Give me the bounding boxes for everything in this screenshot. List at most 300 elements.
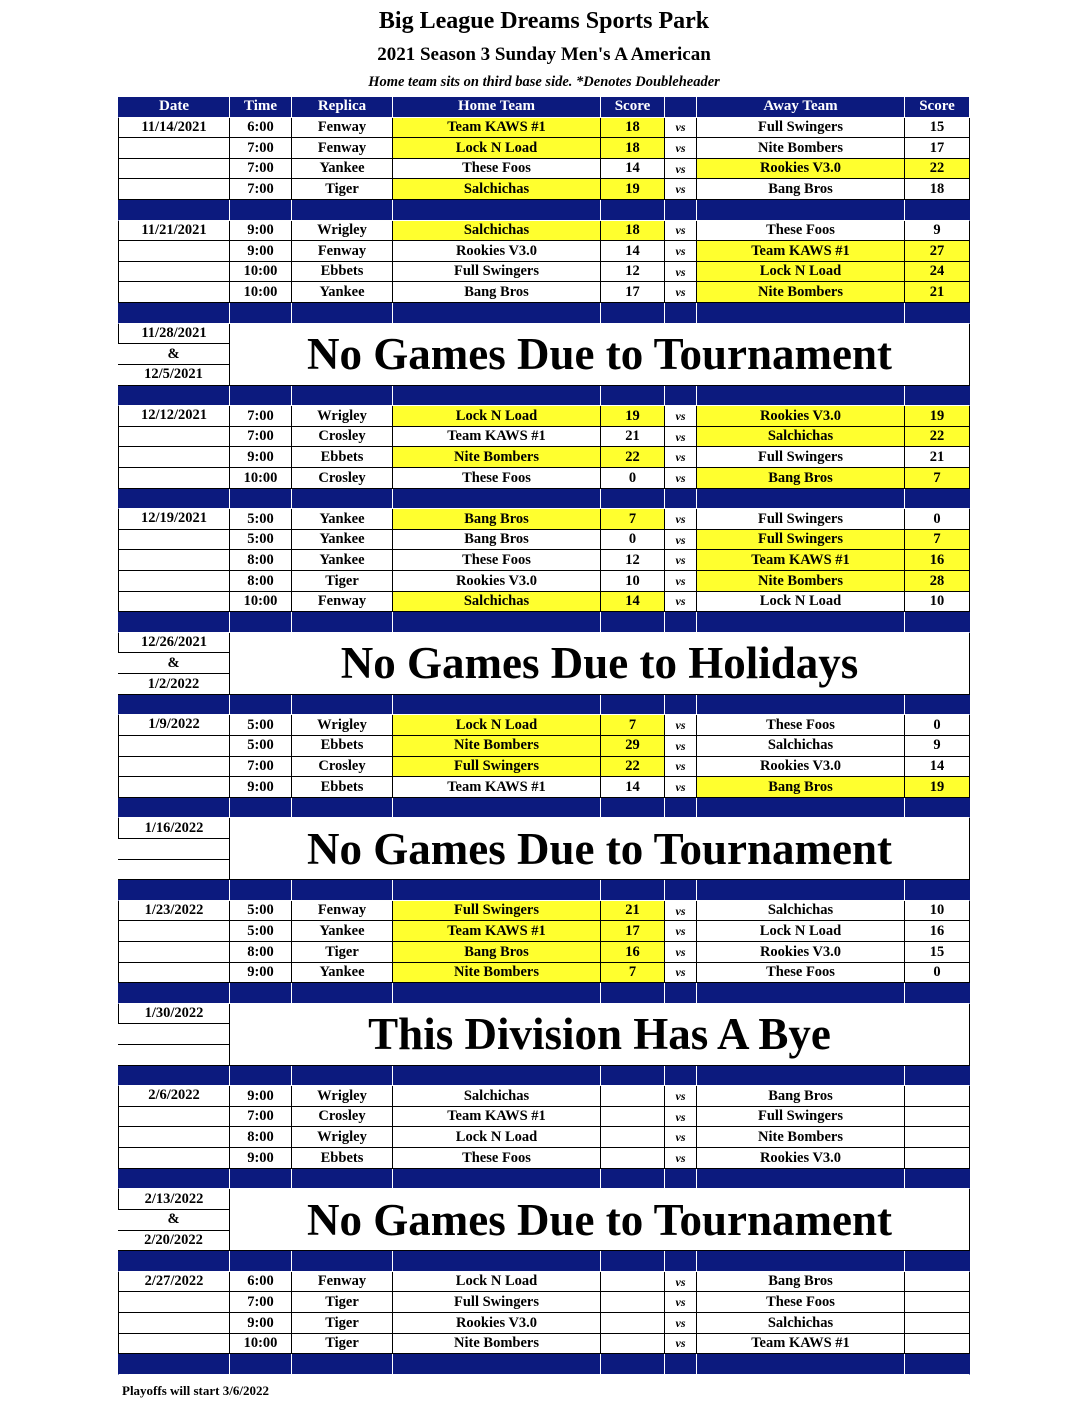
home-score	[601, 1148, 665, 1169]
separator-cell	[292, 1354, 393, 1375]
home-score: 14	[601, 592, 665, 613]
game-row	[118, 1292, 970, 1313]
game-time: 9:00	[230, 963, 292, 984]
vs-label: vs	[665, 1127, 697, 1148]
vs-label: vs	[665, 118, 697, 139]
away-team: Team KAWS #1	[697, 1334, 905, 1355]
away-score	[905, 1272, 970, 1293]
separator-row	[118, 489, 970, 510]
separator-cell	[905, 489, 970, 510]
replica-field: Wrigley	[292, 1086, 393, 1107]
notice-date: &	[118, 344, 230, 365]
game-time: 7:00	[230, 427, 292, 448]
column-header-home-score: Score	[601, 97, 665, 118]
game-row	[118, 963, 970, 984]
game-row	[118, 221, 970, 242]
vs-label: vs	[665, 509, 697, 530]
separator-cell	[230, 695, 292, 716]
separator-cell	[118, 798, 230, 819]
notice-message: No Games Due to Tournament	[230, 818, 970, 880]
replica-field: Fenway	[292, 138, 393, 159]
vs-label: vs	[665, 777, 697, 798]
home-team: Full Swingers	[393, 262, 601, 283]
replica-field: Tiger	[292, 942, 393, 963]
game-row	[118, 1107, 970, 1128]
home-score	[601, 1272, 665, 1293]
separator-cell	[665, 386, 697, 407]
game-row	[118, 427, 970, 448]
separator-cell	[118, 695, 230, 716]
separator-cell	[292, 880, 393, 901]
separator-cell	[697, 1354, 905, 1375]
game-row	[118, 447, 970, 468]
schedule-table	[118, 97, 970, 1375]
game-date: 12/12/2021	[118, 406, 230, 427]
vs-label: vs	[665, 427, 697, 448]
separator-cell	[665, 1169, 697, 1190]
away-team: Lock N Load	[697, 592, 905, 613]
home-team: Salchichas	[393, 221, 601, 242]
replica-field: Tiger	[292, 179, 393, 200]
home-score: 21	[601, 427, 665, 448]
game-date	[118, 921, 230, 942]
separator-cell	[905, 1251, 970, 1272]
separator-cell	[665, 489, 697, 510]
separator-row	[118, 880, 970, 901]
game-date	[118, 757, 230, 778]
away-score: 15	[905, 118, 970, 139]
home-score: 19	[601, 179, 665, 200]
header-row	[118, 97, 970, 118]
separator-cell	[665, 1066, 697, 1087]
home-score	[601, 1334, 665, 1355]
separator-cell	[665, 695, 697, 716]
separator-cell	[230, 303, 292, 324]
home-team: Full Swingers	[393, 757, 601, 778]
home-team: These Foos	[393, 1148, 601, 1169]
game-date	[118, 777, 230, 798]
vs-label: vs	[665, 1086, 697, 1107]
replica-field: Tiger	[292, 1313, 393, 1334]
vs-label: vs	[665, 736, 697, 757]
separator-cell	[292, 1251, 393, 1272]
away-score: 16	[905, 921, 970, 942]
separator-cell	[601, 386, 665, 407]
home-score: 22	[601, 757, 665, 778]
home-score	[601, 1313, 665, 1334]
vs-label: vs	[665, 530, 697, 551]
game-row	[118, 942, 970, 963]
separator-cell	[230, 1251, 292, 1272]
game-date	[118, 241, 230, 262]
notice-dates	[118, 818, 230, 880]
away-score: 21	[905, 282, 970, 303]
notice-date: 2/13/2022	[118, 1189, 230, 1210]
home-team: Salchichas	[393, 179, 601, 200]
replica-field: Ebbets	[292, 262, 393, 283]
separator-cell	[601, 983, 665, 1004]
notice-dates	[118, 633, 230, 695]
game-date: 12/19/2021	[118, 509, 230, 530]
game-time: 9:00	[230, 1313, 292, 1334]
game-time: 6:00	[230, 118, 292, 139]
home-team: Salchichas	[393, 592, 601, 613]
home-team: Lock N Load	[393, 1127, 601, 1148]
separator-cell	[697, 1169, 905, 1190]
separator-row	[118, 983, 970, 1004]
separator-row	[118, 1251, 970, 1272]
separator-cell	[230, 880, 292, 901]
separator-cell	[393, 1169, 601, 1190]
game-time: 7:00	[230, 757, 292, 778]
vs-label: vs	[665, 179, 697, 200]
separator-row	[118, 303, 970, 324]
vs-label: vs	[665, 1313, 697, 1334]
game-date	[118, 1292, 230, 1313]
away-team: Full Swingers	[697, 1107, 905, 1128]
vs-label: vs	[665, 921, 697, 942]
replica-field: Yankee	[292, 530, 393, 551]
game-row	[118, 179, 970, 200]
game-row	[118, 509, 970, 530]
game-time: 7:00	[230, 1107, 292, 1128]
game-row	[118, 406, 970, 427]
separator-cell	[230, 983, 292, 1004]
away-score	[905, 1127, 970, 1148]
vs-label: vs	[665, 571, 697, 592]
vs-label: vs	[665, 406, 697, 427]
game-date: 11/14/2021	[118, 118, 230, 139]
separator-cell	[118, 200, 230, 221]
game-row	[118, 1148, 970, 1169]
game-row	[118, 262, 970, 283]
replica-field: Ebbets	[292, 1148, 393, 1169]
separator-cell	[697, 983, 905, 1004]
game-date	[118, 550, 230, 571]
vs-label: vs	[665, 901, 697, 922]
game-date	[118, 571, 230, 592]
game-date: 2/27/2022	[118, 1272, 230, 1293]
game-row	[118, 530, 970, 551]
game-time: 7:00	[230, 159, 292, 180]
separator-cell	[905, 695, 970, 716]
away-score: 9	[905, 736, 970, 757]
column-header-away-score: Score	[905, 97, 970, 118]
game-time: 9:00	[230, 777, 292, 798]
notice-message: No Games Due to Tournament	[230, 1189, 970, 1251]
away-team: Bang Bros	[697, 777, 905, 798]
game-row	[118, 1086, 970, 1107]
away-team: Bang Bros	[697, 179, 905, 200]
home-score: 12	[601, 262, 665, 283]
separator-cell	[393, 1354, 601, 1375]
game-time: 9:00	[230, 221, 292, 242]
home-team: Team KAWS #1	[393, 118, 601, 139]
separator-cell	[665, 798, 697, 819]
separator-cell	[118, 880, 230, 901]
home-team: Bang Bros	[393, 942, 601, 963]
separator-cell	[697, 200, 905, 221]
notice-message: No Games Due to Holidays	[230, 633, 970, 695]
away-team: Salchichas	[697, 427, 905, 448]
game-row	[118, 282, 970, 303]
game-date	[118, 179, 230, 200]
separator-cell	[697, 798, 905, 819]
game-time: 10:00	[230, 1334, 292, 1355]
home-score: 18	[601, 138, 665, 159]
away-team: Full Swingers	[697, 530, 905, 551]
game-date	[118, 1127, 230, 1148]
notice-dates	[118, 324, 230, 386]
replica-field: Fenway	[292, 592, 393, 613]
away-score: 9	[905, 221, 970, 242]
away-score: 0	[905, 509, 970, 530]
separator-cell	[118, 303, 230, 324]
away-score: 22	[905, 427, 970, 448]
separator-cell	[665, 983, 697, 1004]
vs-label: vs	[665, 757, 697, 778]
game-time: 5:00	[230, 901, 292, 922]
notice-block	[118, 1004, 970, 1066]
home-score: 12	[601, 550, 665, 571]
column-header-home-team: Home Team	[393, 97, 601, 118]
home-team: Lock N Load	[393, 715, 601, 736]
separator-cell	[601, 200, 665, 221]
replica-field: Fenway	[292, 241, 393, 262]
game-date	[118, 530, 230, 551]
replica-field: Ebbets	[292, 447, 393, 468]
home-team: Bang Bros	[393, 282, 601, 303]
replica-field: Ebbets	[292, 736, 393, 757]
notice-block	[118, 818, 970, 880]
separator-row	[118, 1066, 970, 1087]
notice-date: 12/5/2021	[118, 365, 230, 386]
home-team: Lock N Load	[393, 1272, 601, 1293]
away-team: Bang Bros	[697, 468, 905, 489]
home-team: Full Swingers	[393, 1292, 601, 1313]
game-date	[118, 942, 230, 963]
separator-cell	[905, 200, 970, 221]
playoffs-note: Playoffs will start 3/6/2022	[122, 1383, 269, 1398]
home-score	[601, 1292, 665, 1313]
away-score: 21	[905, 447, 970, 468]
home-score: 7	[601, 715, 665, 736]
replica-field: Yankee	[292, 550, 393, 571]
replica-field: Yankee	[292, 963, 393, 984]
vs-label: vs	[665, 550, 697, 571]
separator-cell	[292, 489, 393, 510]
home-score	[601, 1086, 665, 1107]
separator-cell	[393, 880, 601, 901]
vs-label: vs	[665, 282, 697, 303]
away-score: 14	[905, 757, 970, 778]
home-score: 0	[601, 468, 665, 489]
away-score: 19	[905, 777, 970, 798]
game-time: 8:00	[230, 550, 292, 571]
notice-date	[118, 1045, 230, 1066]
home-score: 21	[601, 901, 665, 922]
separator-cell	[601, 1251, 665, 1272]
game-date	[118, 1107, 230, 1128]
separator-cell	[393, 386, 601, 407]
home-score: 14	[601, 241, 665, 262]
separator-cell	[292, 695, 393, 716]
separator-cell	[292, 1066, 393, 1087]
home-team: Rookies V3.0	[393, 571, 601, 592]
home-team: Team KAWS #1	[393, 777, 601, 798]
separator-cell	[393, 303, 601, 324]
game-date	[118, 159, 230, 180]
home-score: 19	[601, 406, 665, 427]
separator-row	[118, 695, 970, 716]
separator-cell	[230, 798, 292, 819]
game-row	[118, 757, 970, 778]
notice-block	[118, 1189, 970, 1251]
separator-cell	[601, 880, 665, 901]
game-time: 5:00	[230, 736, 292, 757]
game-time: 5:00	[230, 509, 292, 530]
separator-cell	[292, 798, 393, 819]
separator-cell	[393, 695, 601, 716]
notice-message: No Games Due to Tournament	[230, 324, 970, 386]
separator-cell	[230, 200, 292, 221]
vs-label: vs	[665, 447, 697, 468]
game-row	[118, 550, 970, 571]
notice-dates	[118, 1004, 230, 1066]
notice-date: 1/16/2022	[118, 818, 230, 839]
replica-field: Tiger	[292, 1292, 393, 1313]
away-team: These Foos	[697, 715, 905, 736]
separator-cell	[601, 1066, 665, 1087]
away-team: Salchichas	[697, 736, 905, 757]
notice-block	[118, 633, 970, 695]
game-row	[118, 736, 970, 757]
game-row	[118, 1127, 970, 1148]
game-row	[118, 715, 970, 736]
game-time: 10:00	[230, 262, 292, 283]
replica-field: Crosley	[292, 468, 393, 489]
game-date: 2/6/2022	[118, 1086, 230, 1107]
replica-field: Tiger	[292, 571, 393, 592]
home-score: 10	[601, 571, 665, 592]
separator-cell	[665, 612, 697, 633]
vs-label: vs	[665, 221, 697, 242]
vs-label: vs	[665, 159, 697, 180]
away-team: These Foos	[697, 221, 905, 242]
separator-cell	[905, 612, 970, 633]
replica-field: Fenway	[292, 901, 393, 922]
home-score: 7	[601, 509, 665, 530]
home-score	[601, 1127, 665, 1148]
separator-cell	[292, 1169, 393, 1190]
away-team: Salchichas	[697, 1313, 905, 1334]
game-row	[118, 777, 970, 798]
game-date	[118, 963, 230, 984]
game-date: 11/21/2021	[118, 221, 230, 242]
vs-label: vs	[665, 138, 697, 159]
separator-cell	[665, 200, 697, 221]
away-team: Rookies V3.0	[697, 406, 905, 427]
separator-cell	[292, 386, 393, 407]
separator-cell	[601, 695, 665, 716]
away-team: Team KAWS #1	[697, 241, 905, 262]
home-team: Lock N Load	[393, 138, 601, 159]
column-header-replica: Replica	[292, 97, 393, 118]
separator-cell	[697, 303, 905, 324]
game-time: 7:00	[230, 179, 292, 200]
game-date	[118, 1148, 230, 1169]
separator-row	[118, 798, 970, 819]
away-score	[905, 1313, 970, 1334]
notice-date	[118, 860, 230, 881]
separator-row	[118, 612, 970, 633]
vs-label: vs	[665, 592, 697, 613]
vs-label: vs	[665, 1334, 697, 1355]
game-date	[118, 282, 230, 303]
replica-field: Wrigley	[292, 406, 393, 427]
home-score: 14	[601, 777, 665, 798]
notice-date: 11/28/2021	[118, 324, 230, 345]
game-time: 5:00	[230, 715, 292, 736]
home-team: Team KAWS #1	[393, 1107, 601, 1128]
separator-cell	[292, 612, 393, 633]
home-team: Full Swingers	[393, 901, 601, 922]
separator-cell	[905, 1354, 970, 1375]
separator-cell	[230, 489, 292, 510]
separator-cell	[697, 695, 905, 716]
game-row	[118, 1272, 970, 1293]
home-score: 17	[601, 282, 665, 303]
home-team: Nite Bombers	[393, 1334, 601, 1355]
game-row	[118, 118, 970, 139]
away-score: 24	[905, 262, 970, 283]
game-date	[118, 592, 230, 613]
game-date	[118, 138, 230, 159]
separator-cell	[905, 798, 970, 819]
home-score: 29	[601, 736, 665, 757]
game-row	[118, 1313, 970, 1334]
separator-cell	[118, 1354, 230, 1375]
game-date	[118, 468, 230, 489]
away-team: These Foos	[697, 963, 905, 984]
game-row	[118, 468, 970, 489]
replica-field: Yankee	[292, 921, 393, 942]
separator-cell	[697, 386, 905, 407]
game-time: 6:00	[230, 1272, 292, 1293]
separator-cell	[118, 1251, 230, 1272]
replica-field: Fenway	[292, 118, 393, 139]
away-score: 15	[905, 942, 970, 963]
away-team: Full Swingers	[697, 447, 905, 468]
separator-cell	[230, 1354, 292, 1375]
game-time: 9:00	[230, 447, 292, 468]
game-row	[118, 138, 970, 159]
column-header-vs	[665, 97, 697, 118]
away-team: Salchichas	[697, 901, 905, 922]
away-team: Full Swingers	[697, 118, 905, 139]
away-team: These Foos	[697, 1292, 905, 1313]
separator-cell	[393, 798, 601, 819]
away-team: Rookies V3.0	[697, 942, 905, 963]
notice-date: &	[118, 653, 230, 674]
away-score: 10	[905, 592, 970, 613]
game-row	[118, 592, 970, 613]
game-date	[118, 427, 230, 448]
notice-date: 1/2/2022	[118, 674, 230, 695]
separator-cell	[393, 489, 601, 510]
game-time: 5:00	[230, 530, 292, 551]
away-team: Lock N Load	[697, 262, 905, 283]
